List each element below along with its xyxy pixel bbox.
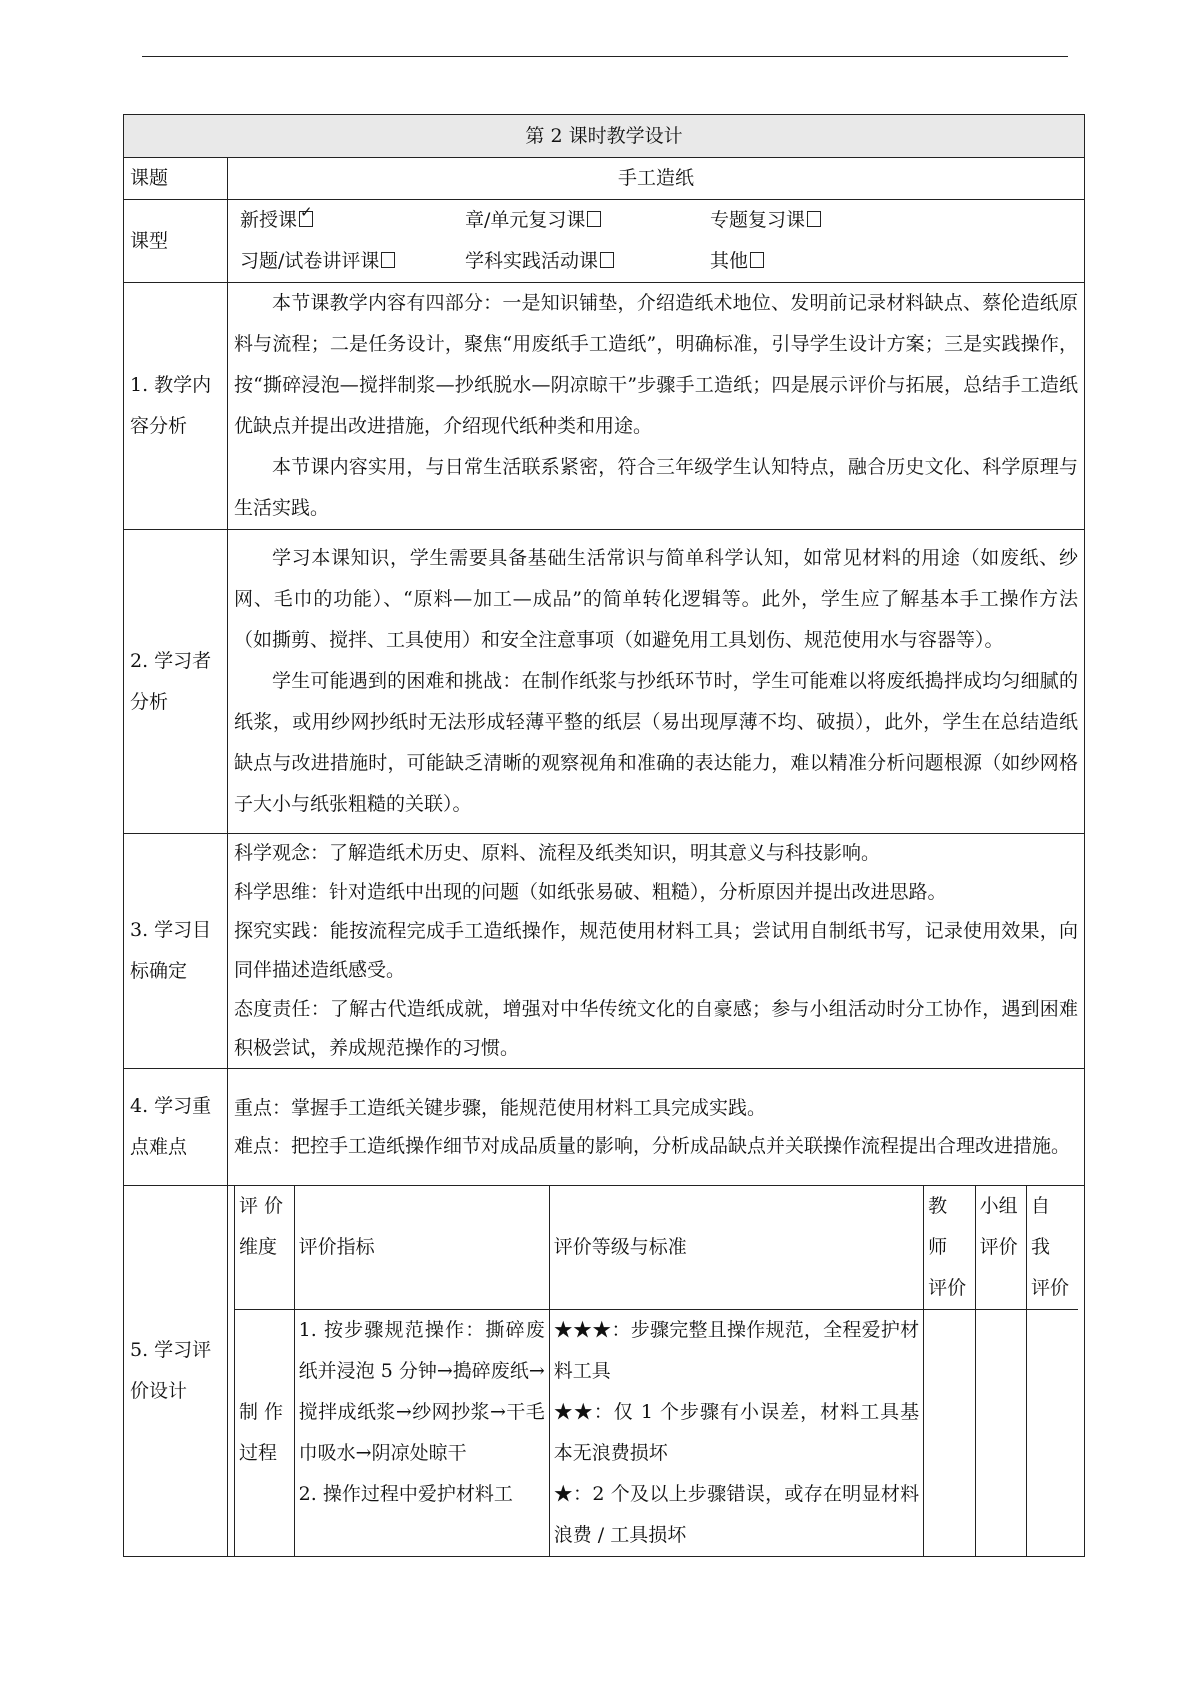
key-points-body: [228, 1069, 1085, 1186]
paragraph: 本节课教学内容有四部分：一是知识铺垫，介绍造纸术地位、发明前记录材料缺点、蔡伦造纸原料与流程；二是任务设计，聚焦“用废纸手工造纸”，明确标准，引导学生设计方案；三是实践操作，按“撕碎浸泡—搅拌制浆—抄纸脱水—阴凉晾干”步骤手工造纸；四是展示评价与拓展，总结手工造纸优缺点并提出改进措施，介绍现代纸种类和用途。: [234, 292, 1078, 437]
evaluation-data-row: [235, 1310, 1079, 1557]
evaluation-table: [234, 1186, 1078, 1556]
topic-row: [124, 158, 1085, 200]
self-score-cell[interactable]: [1027, 1310, 1078, 1557]
lesson-type-option: 学科实践活动课: [465, 241, 710, 282]
lesson-type-option: 其他: [710, 241, 910, 282]
checkbox: [750, 252, 764, 268]
lesson-type-row: [124, 200, 1085, 283]
paragraph: 本节课内容实用，与日常生活联系紧密，符合三年级学生认知特点，融合历史文化、科学原理与生活实践。: [234, 456, 1078, 519]
checked-checkbox: [299, 211, 313, 227]
key-point-line: 重点：掌握手工造纸关键步骤，能规范使用材料工具完成实践。: [234, 1097, 767, 1119]
key-points-label: 4. 学习重 点难点: [124, 1069, 228, 1186]
indicator-item: 2. 操作过程中爱护材料工: [298, 1483, 513, 1505]
teacher-score-cell[interactable]: [924, 1310, 975, 1557]
standard-item: ★：2 个及以上步骤错误，或存在明显材料浪费 / 工具损坏: [553, 1483, 920, 1546]
learner-analysis-row: [124, 530, 1085, 834]
lesson-design-table: [123, 114, 1085, 1557]
header-self: 自 我 评价: [1027, 1186, 1078, 1310]
standard-item: ★★★：步骤完整且操作规范，全程爱护材料工具: [553, 1319, 920, 1382]
evaluation-label: 5. 学习评 价设计: [124, 1186, 228, 1557]
header-indicator: 评价指标: [294, 1186, 549, 1310]
key-points-row: [124, 1069, 1085, 1186]
lesson-type-option: 专题复习课: [710, 200, 910, 241]
content-analysis-body: [228, 283, 1085, 530]
objective-line: 科学思维：针对造纸中出现的问题（如纸张易破、粗糙），分析原因并提出改进思路。: [234, 881, 947, 903]
objective-line: 科学观念：了解造纸术历史、原料、流程及纸类知识，明其意义与科技影响。: [234, 842, 881, 864]
topic-value: 手工造纸: [228, 158, 1085, 200]
learner-analysis-label: 2. 学习者 分析: [124, 530, 228, 834]
header-group: 小组 评价: [975, 1186, 1026, 1310]
header-rule: [142, 56, 1068, 57]
header-dimension: 评 价 维度: [235, 1186, 295, 1310]
checkbox: [381, 252, 395, 268]
table-title: 第 2 课时教学设计: [124, 115, 1085, 158]
topic-label: 课题: [124, 158, 228, 200]
lesson-type-label: 课型: [124, 200, 228, 283]
group-score-cell[interactable]: [975, 1310, 1026, 1557]
evaluation-header-row: [235, 1186, 1079, 1310]
checkbox: [600, 252, 614, 268]
learner-analysis-body: [228, 530, 1085, 834]
key-point-line: 难点：把控手工造纸操作细节对成品质量的影响，分析成品缺点并关联操作流程提出合理改进措施。: [234, 1135, 1071, 1157]
header-teacher: 教 师 评价: [924, 1186, 975, 1310]
standard-cell: [549, 1310, 923, 1557]
paragraph: 学习本课知识，学生需要具备基础生活常识与简单科学认知，如常见材料的用途（如废纸、纱网、毛巾的功能）、“原料—加工—成品”的简单转化逻辑等。此外，学生应了解基本手工操作方法（如撕剪、搅拌、工具使用）和安全注意事项（如避免用工具划伤、规范使用水与容器等）。: [234, 547, 1078, 651]
evaluation-body: [228, 1186, 1085, 1557]
objectives-body: [228, 834, 1085, 1069]
objective-line: 探究实践：能按流程完成手工造纸操作，规范使用材料工具；尝试用自制纸书写，记录使用效果，向同伴描述造纸感受。: [234, 920, 1078, 981]
standard-item: ★★：仅 1 个步骤有小误差，材料工具基本无浪费损坏: [553, 1401, 920, 1464]
objectives-row: [124, 834, 1085, 1069]
content-analysis-row: [124, 283, 1085, 530]
evaluation-row: [124, 1186, 1085, 1557]
indicator-cell: [294, 1310, 549, 1557]
lesson-type-option: 章/单元复习课: [465, 200, 710, 241]
title-row: [124, 115, 1085, 158]
header-standard: 评价等级与标准: [549, 1186, 923, 1310]
content-analysis-label: 1. 教学内 容分析: [124, 283, 228, 530]
objective-line: 态度责任：了解古代造纸成就，增强对中华传统文化的自豪感；参与小组活动时分工协作，遇到困难积极尝试，养成规范操作的习惯。: [234, 998, 1078, 1059]
objectives-label: 3. 学习目 标确定: [124, 834, 228, 1069]
indicator-item: 1. 按步骤规范操作：撕碎废纸并浸泡 5 分钟→搗碎废纸→搅拌成纸浆→纱网抄浆→干毛巾吸水→阴凉处晾干: [298, 1319, 545, 1464]
paragraph: 学生可能遇到的困难和挑战：在制作纸浆与抄纸环节时，学生可能难以将废纸搗拌成均匀细腻的纸浆，或用纱网抄纸时无法形成轻薄平整的纸层（易出现厚薄不均、破损），此外，学生在总结造纸缺点与改进措施时，可能缺乏清晰的观察视角和准确的表达能力，难以精准分析问题根源（如纱网格子大小与纸张粗糙的关联）。: [234, 670, 1078, 815]
lesson-type-option: 新授课✓: [240, 200, 465, 241]
checkbox: [587, 211, 601, 227]
checkbox: [807, 211, 821, 227]
lesson-type-option: 习题/试卷讲评课: [240, 241, 465, 282]
dimension-cell: 制 作过程: [235, 1310, 295, 1557]
lesson-type-options: [228, 200, 1085, 283]
